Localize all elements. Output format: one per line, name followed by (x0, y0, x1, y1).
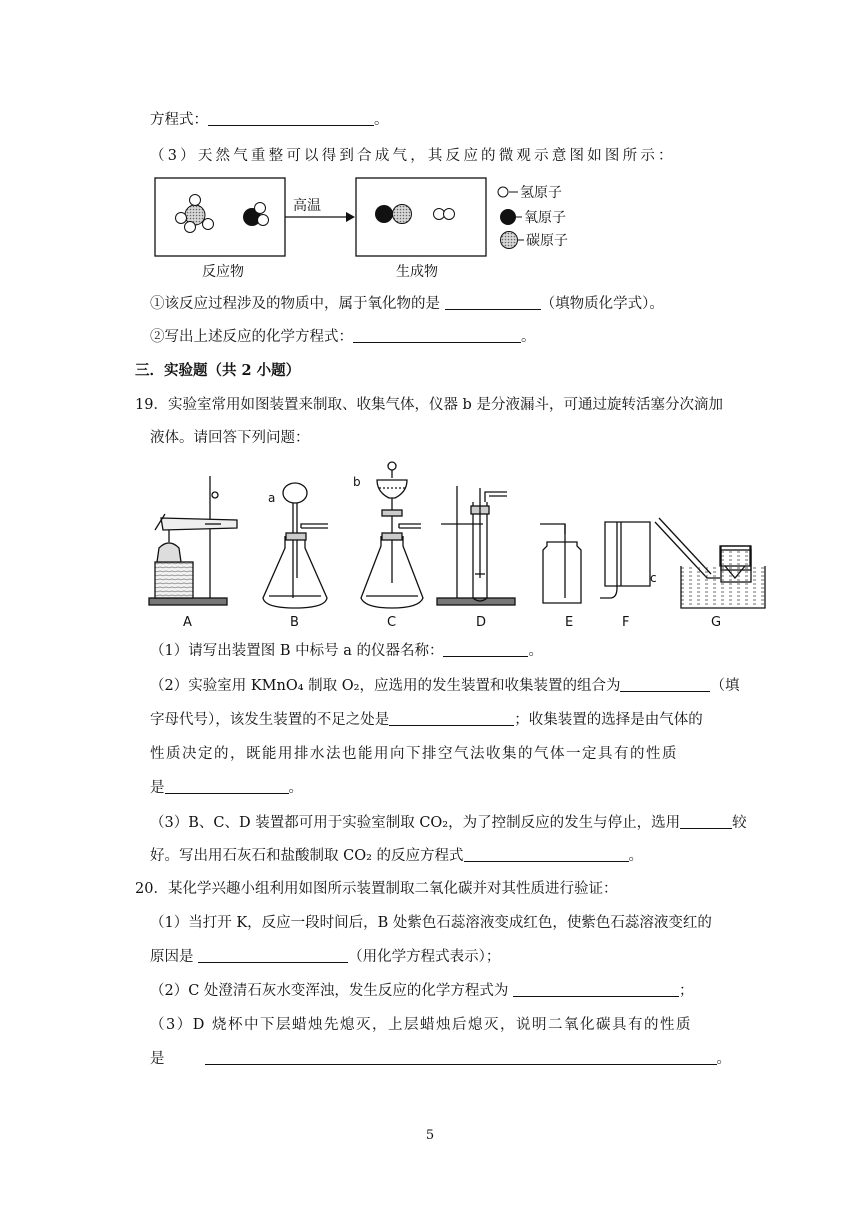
question-20-3-cont (150, 1049, 731, 1069)
question-text: 。 (716, 1051, 731, 1067)
apparatus-label: G (711, 615, 722, 630)
answer-blank[interactable] (443, 642, 528, 657)
question-3-2 (150, 327, 536, 347)
apparatus-label: D (476, 615, 487, 630)
question-text: （3）B、C、D 装置都可用于实验室制取 CO₂，为了控制反应的发生与停止，选用 (150, 815, 681, 831)
page-number: 5 (425, 1128, 435, 1143)
question-text: 较 (732, 815, 747, 831)
legend-oxygen: 氧原子 (524, 210, 566, 226)
mark-c: c (650, 571, 657, 585)
apparatus-label: B (290, 615, 299, 630)
question-19-3-cont (150, 846, 643, 866)
question-text: 。 (628, 848, 644, 864)
question-20-1-cont (150, 947, 500, 967)
hydrogen-atom (176, 213, 187, 224)
answer-blank[interactable] (198, 948, 348, 963)
question-text: 。 (528, 643, 543, 659)
hydrogen-atom (255, 203, 266, 214)
question-19-2-cont (150, 710, 703, 730)
question-text: 原因是 (150, 949, 194, 965)
apparatus-c (361, 462, 423, 608)
question-19-2-cont2: 性质决定的，既能用排水法也能用向下排空气法收集的气体一定具有的性质 (150, 746, 678, 762)
period: 。 (374, 112, 389, 128)
legend-hydrogen: 氢原子 (520, 185, 562, 201)
question-20-3: （3）D 烧杯中下层蜡烛先熄灭，上层蜡烛后熄灭，说明二氧化碳具有的性质 (150, 1017, 692, 1033)
answer-blank[interactable] (205, 1050, 717, 1065)
reaction-micro-diagram (150, 172, 600, 282)
question-text: 。 (288, 780, 303, 796)
question-text: （2）C 处澄清石灰水变浑浊，发生反应的化学方程式为 (150, 983, 509, 999)
question-text: （1）请写出装置图 B 中标号 a 的仪器名称： (150, 643, 444, 659)
arrow-label: 高温 (293, 198, 321, 214)
question-text: （填物质化学式）。 (540, 296, 664, 312)
question-text: ①该反应过程涉及的物质中，属于氧化物的是 (150, 296, 440, 312)
question-19-text: 19．实验室常用如图装置来制取、收集气体，仪器 b 是分液漏斗，可通过旋转活塞分次滴加 (135, 397, 723, 413)
question-19-2-cont3 (150, 778, 303, 798)
reactant-label: 反应物 (202, 264, 244, 280)
oxygen-atom (375, 205, 393, 223)
answer-blank[interactable] (513, 982, 679, 997)
apparatus-d (437, 486, 515, 605)
question-20-text: 20．某化学兴趣小组利用如图所示装置制取二氧化碳并对其性质进行验证： (135, 881, 618, 897)
legend-carbon: 碳原子 (526, 233, 568, 249)
question-text: 字母代号），该发生装置的不足之处是 (150, 712, 390, 728)
apparatus-a (149, 476, 237, 605)
answer-blank[interactable] (165, 779, 289, 794)
answer-blank[interactable] (445, 295, 541, 310)
hydrogen-atom (444, 209, 455, 220)
apparatus-label: F (622, 615, 630, 630)
question-19-3 (150, 813, 747, 833)
answer-blank[interactable] (389, 711, 514, 726)
apparatus-label: E (565, 615, 574, 630)
equation-label: 方程式： (150, 112, 208, 128)
question-text: ②写出上述反应的化学方程式： (150, 329, 353, 345)
answer-blank[interactable] (680, 814, 732, 829)
hydrogen-atom (258, 215, 269, 226)
question-20-2 (150, 981, 694, 1001)
answer-blank[interactable] (353, 328, 521, 343)
equation-line (150, 110, 389, 130)
question-text: 是 (150, 780, 165, 796)
hydrogen-atom (203, 219, 214, 230)
apparatus-g (655, 518, 765, 608)
question-text: 。 (521, 329, 536, 345)
answer-blank[interactable] (620, 677, 710, 692)
question-text: ； (679, 983, 694, 999)
question-text: 好。写出用石灰石和盐酸制取 CO₂ 的反应方程式 (150, 848, 464, 864)
carbon-atom (393, 205, 412, 224)
question-19-1 (150, 641, 543, 661)
question-text: （2）实验室用 KMnO₄ 制取 O₂，应选用的发生装置和收集装置的组合为 (150, 678, 621, 694)
apparatus-label: C (387, 615, 397, 630)
question-text: （填 (710, 678, 740, 694)
hydrogen-atom (434, 209, 445, 220)
hydrogen-atom (190, 195, 201, 206)
question-3-1 (150, 294, 664, 314)
mark-b: b (353, 475, 361, 489)
question-3-text: （3）天然气重整可以得到合成气，其反应的微观示意图如图所示： (150, 148, 676, 164)
hydrogen-atom (185, 222, 196, 233)
section-heading: 三．实验题（共 2 小题） (135, 362, 301, 379)
answer-blank[interactable] (208, 111, 374, 126)
question-19-2 (150, 676, 739, 696)
apparatus-f (600, 522, 650, 598)
product-label: 生成物 (396, 264, 438, 280)
question-text: ；收集装置的选择是由气体的 (514, 712, 703, 728)
apparatus-diagram (145, 458, 770, 633)
product-box (356, 178, 486, 256)
question-19-text-2: 液体。请回答下列问题： (150, 430, 310, 446)
apparatus-e (540, 524, 581, 603)
apparatus-label: A (183, 615, 192, 630)
mark-a: a (268, 491, 276, 505)
question-20-1: （1）当打开 K，反应一段时间后，B 处紫色石蕊溶液变成红色，使紫色石蕊溶液变红的 (150, 915, 712, 931)
answer-blank[interactable] (464, 847, 629, 862)
question-text: （用化学方程式表示）； (348, 949, 501, 965)
question-text: 是 (150, 1051, 165, 1067)
